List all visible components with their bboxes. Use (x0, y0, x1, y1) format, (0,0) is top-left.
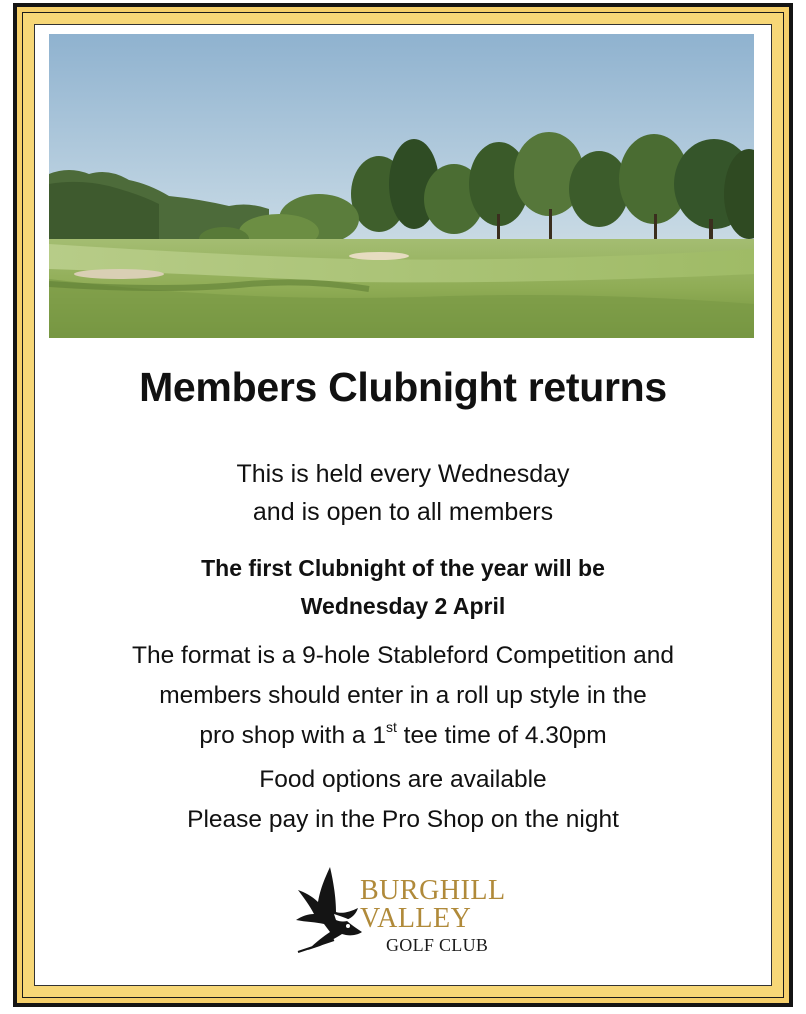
logo-line-3: GOLF CLUB (386, 935, 489, 955)
intro-line-2: and is open to all members (252, 498, 554, 526)
logo-line-1: BURGHILL (360, 875, 506, 906)
intro-text (40, 455, 766, 531)
format-line-1: The format is a 9-hole Stableford Competition and (131, 642, 674, 669)
first-clubnight-text (40, 549, 766, 625)
format-text (40, 636, 766, 756)
logo-line-2: VALLEY (360, 903, 472, 934)
format-line-3-sup: st (385, 719, 397, 735)
first-clubnight-line-1: The first Clubnight of the year will be (201, 555, 605, 581)
intro-line-1: This is held every Wednesday (236, 460, 570, 488)
headline: Members Clubnight returns (139, 364, 667, 410)
first-clubnight-date: Wednesday 2 April (300, 593, 506, 619)
format-line-3-start: pro shop with a 1 (199, 722, 386, 749)
golf-course-photo (49, 34, 754, 338)
format-line-3-end: tee time of 4.30pm (396, 722, 607, 749)
format-line-3 (199, 719, 607, 749)
club-logo (290, 862, 530, 962)
food-line-1: Food options are available (259, 766, 547, 793)
food-line-2: Please pay in the Pro Shop on the night (187, 806, 619, 833)
format-line-2: members should enter in a roll up style in the (159, 682, 647, 709)
food-text (40, 760, 766, 840)
